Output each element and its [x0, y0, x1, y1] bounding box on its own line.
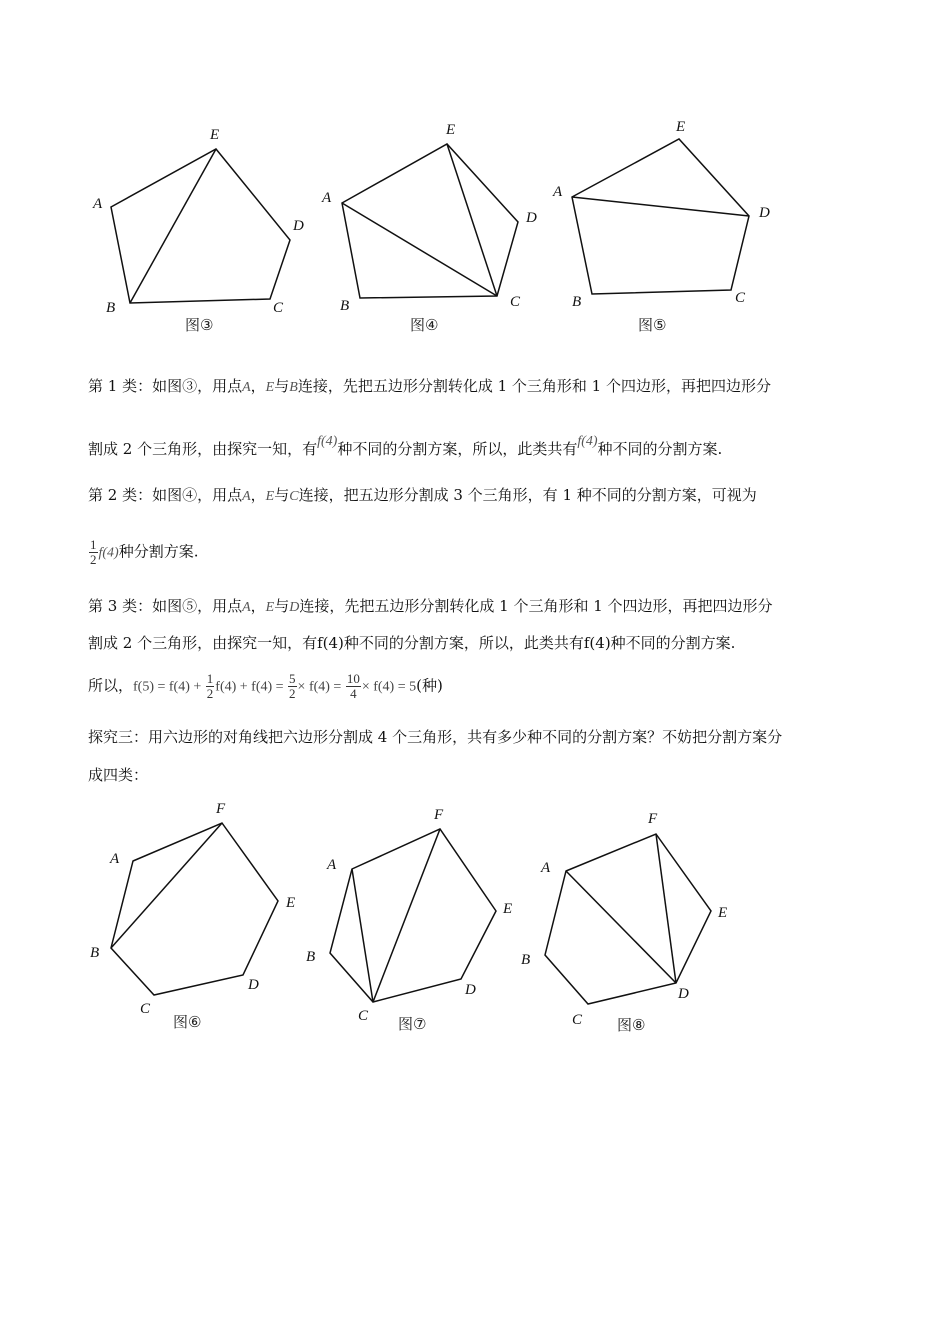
pentagon-outline [342, 144, 518, 298]
vertex-label-C: C [572, 1012, 583, 1028]
equation-part: × f(4) = 5 [361, 679, 417, 695]
exploration-3-line-2: 成四类： [88, 766, 149, 784]
pentagon-outline [111, 149, 290, 303]
vertex-label-E: E [286, 895, 296, 911]
equation-line: 所以，f(5) = f(4) + $\frac{1}{2}$ f(4) + f(4) = $\frac{5}{2}$ × f(4) = $\frac{10}{4}$ × f(4) = 5(种) [88, 671, 443, 701]
category-1-line-2: 割成 2 个三角形，由探究一知，有f(4)种不同的分割方案，所以，此类共有f(4)种不同的分割方案. [88, 434, 723, 458]
figure-caption: 图③ [185, 316, 214, 334]
vertex-label-D: D [678, 986, 689, 1002]
vertex-label-F: F [648, 811, 658, 827]
vertex-label-E: E [718, 905, 728, 921]
vertex-label-A: A [93, 196, 103, 212]
vertex-label-D: D [526, 210, 537, 226]
figure-6 [85, 795, 315, 1044]
hexagon-outline [111, 823, 278, 995]
figure-7 [300, 800, 530, 1049]
vertex-label-A: A [541, 860, 551, 876]
math-C: C [289, 489, 299, 504]
math-A: A [242, 600, 251, 615]
diagonal-FD [656, 834, 676, 983]
vertex-label-F: F [434, 807, 444, 823]
diagonal-EC [447, 144, 497, 296]
diagonal-AD [566, 871, 676, 983]
vertex-label-C: C [735, 290, 746, 306]
figure-3 [80, 115, 320, 349]
vertex-label-C: C [510, 294, 521, 310]
figure-caption: 图⑤ [638, 316, 667, 334]
category-3-line-2: 割成 2 个三角形，由探究一知，有f(4)种不同的分割方案，所以，此类共有f(4)种不同的分割方案. [88, 634, 736, 652]
vertex-label-A: A [322, 190, 332, 206]
vertex-label-D: D [293, 218, 304, 234]
equation-part: f(5) = f(4) + [133, 679, 205, 695]
vertex-label-E: E [676, 119, 686, 135]
vertex-label-C: C [273, 300, 284, 316]
vertex-label-C: C [358, 1008, 369, 1024]
vertex-label-D: D [759, 205, 770, 221]
math-A: A [242, 489, 251, 504]
vertex-label-C: C [140, 1001, 151, 1017]
figure-8 [515, 800, 745, 1049]
exploration-3-line-1: 探究三：用六边形的对角线把六边形分割成 4 个三角形，共有多少种不同的分割方案？不妨把分割方案分 [88, 728, 783, 746]
figure-5 [548, 112, 788, 346]
hexagon-diagram-7 [300, 800, 530, 1045]
math-f4: f(4) [98, 545, 119, 561]
hexagon-diagram-8 [515, 800, 745, 1045]
fraction-one-half: $\frac{1}{2}$ [90, 537, 97, 567]
vertex-label-B: B [106, 300, 116, 316]
vertex-label-E: E [210, 127, 220, 143]
vertex-label-F: F [216, 801, 226, 817]
math-f4: f(4) [317, 434, 338, 449]
vertex-label-E: E [503, 901, 513, 917]
math-E: E [265, 489, 275, 504]
vertex-label-B: B [306, 949, 316, 965]
figure-4 [318, 115, 558, 349]
diagonal-AD [572, 197, 749, 216]
vertex-label-B: B [572, 294, 582, 310]
category-2-line-2: $\frac{1}{2}$ f(4)种分割方案. [90, 537, 199, 567]
vertex-label-B: B [521, 952, 531, 968]
math-D: D [289, 600, 300, 615]
figure-caption: 图⑧ [617, 1016, 646, 1034]
equation-part: f(4) + f(4) = [215, 679, 288, 695]
diagonal-FB [111, 823, 222, 948]
pentagon-outline [572, 139, 749, 294]
math-f4: f(4) [577, 434, 598, 449]
diagonal-AC [342, 203, 497, 296]
vertex-label-B: B [340, 298, 350, 314]
vertex-label-B: B [90, 945, 100, 961]
vertex-label-D: D [465, 982, 476, 998]
hexagon-outline [330, 829, 496, 1002]
vertex-label-E: E [446, 122, 456, 138]
vertex-label-D: D [248, 977, 259, 993]
math-E: E [265, 600, 275, 615]
figure-caption: 图⑦ [398, 1015, 427, 1033]
math-B: B [289, 380, 298, 395]
math-E: E [265, 380, 275, 395]
hexagon-diagram-6 [85, 795, 315, 1040]
category-2-line-1: 第 2 类：如图④，用点A，E与C连接，把五边形分割成 3 个三角形，有 1 种不同的分割方案，可视为 [88, 486, 757, 504]
category-3-line-1: 第 3 类：如图⑤，用点A，E与D连接，先把五边形分割转化成 1 个三角形和 1 个四边形，再把四边形分 [88, 597, 773, 615]
fraction-five-halves: $\frac{5}{2}$ [289, 671, 296, 701]
vertex-label-A: A [327, 857, 337, 873]
fraction-one-half: $\frac{1}{2}$ [206, 671, 214, 701]
hexagon-outline [545, 834, 711, 1004]
figure-caption: 图④ [410, 316, 439, 334]
figure-caption: 图⑥ [173, 1013, 202, 1031]
fraction-ten-fourths: $\frac{10}{4}$ [346, 671, 360, 701]
equation-part: × f(4) = [297, 679, 345, 695]
pentagon-diagram-5 [548, 112, 788, 342]
category-1-line-1: 第 1 类：如图③，用点A，E与B连接，先把五边形分割转化成 1 个三角形和 1 个四边形，再把四边形分 [88, 377, 771, 395]
math-A: A [242, 380, 251, 395]
vertex-label-A: A [553, 184, 563, 200]
pentagon-diagram-3 [80, 115, 320, 345]
pentagon-diagram-4 [318, 115, 558, 345]
vertex-label-A: A [110, 851, 120, 867]
